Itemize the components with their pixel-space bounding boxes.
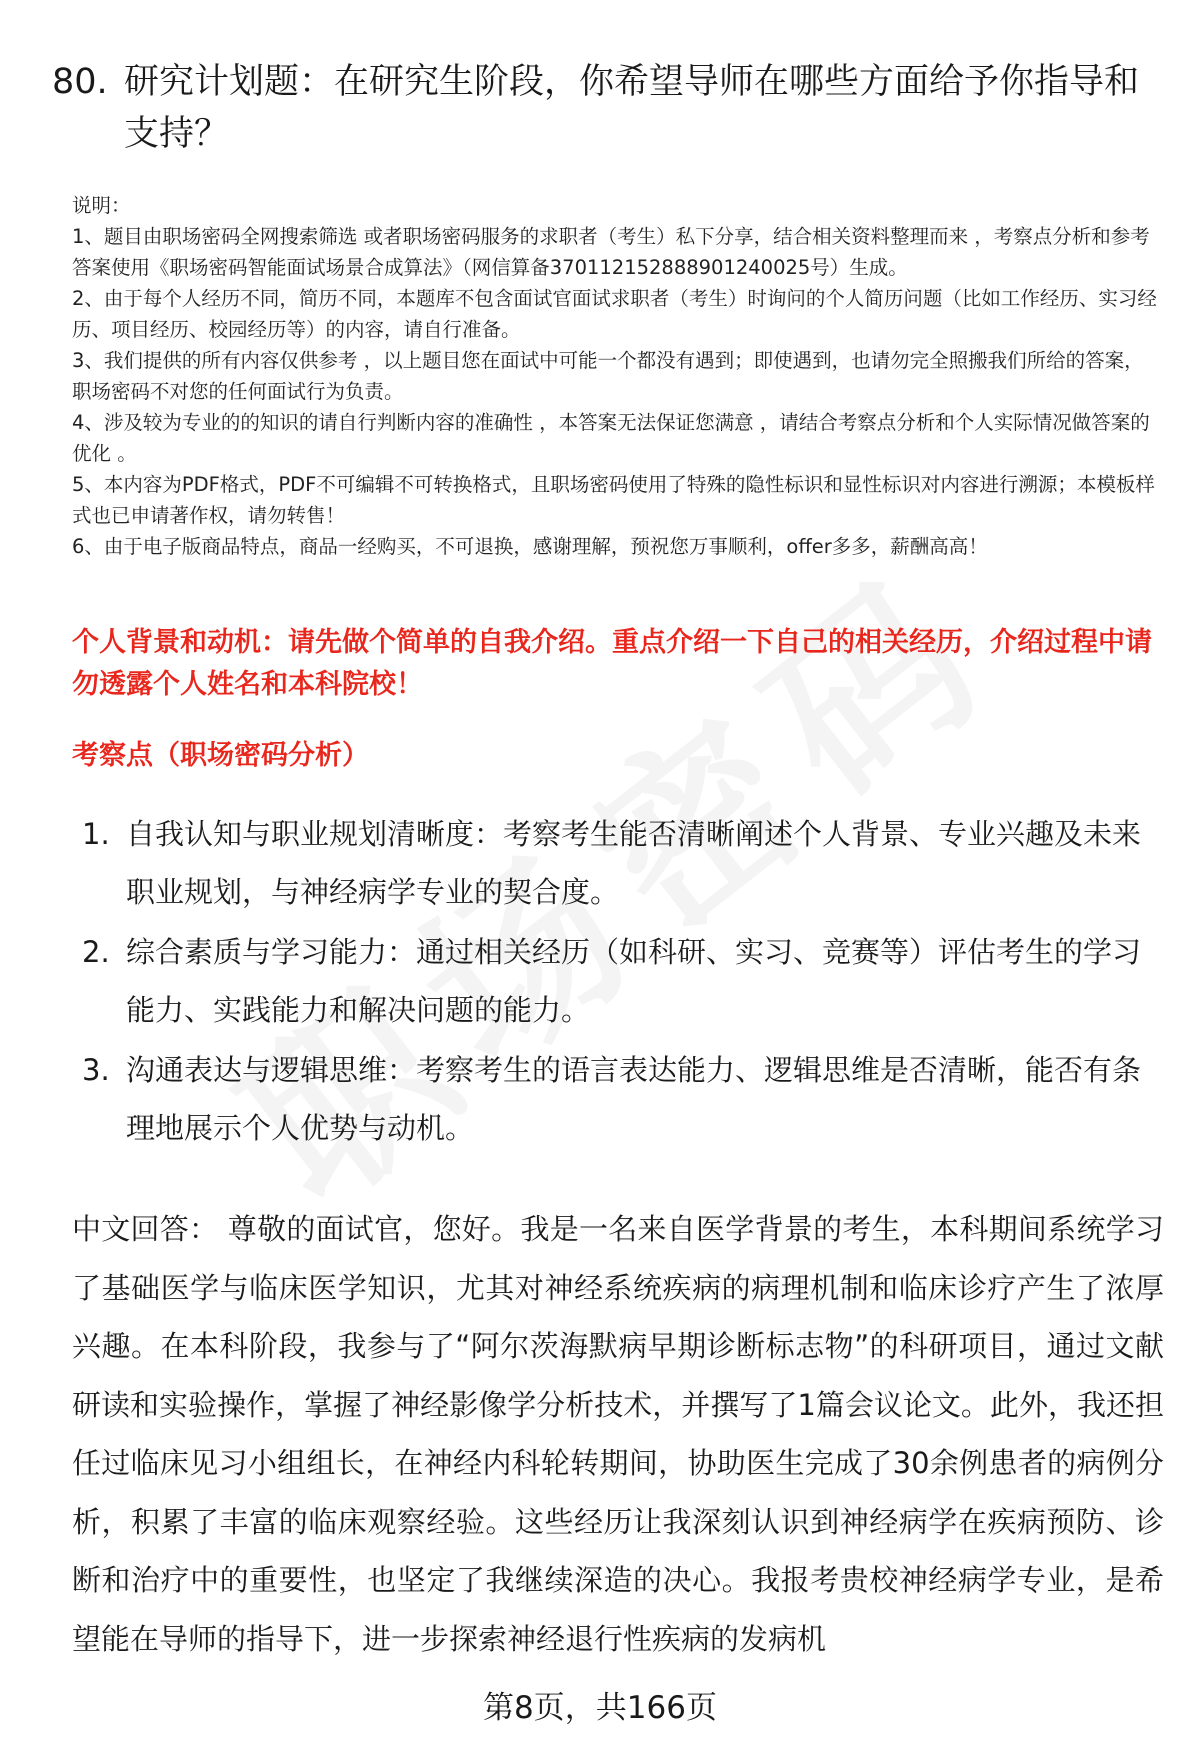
answer-paragraph: [72, 1200, 1164, 1668]
question-text: 研究计划题：在研究生阶段，你希望导师在哪些方面给予你指导和支持？: [124, 62, 1140, 154]
note-item: 1、题目由职场密码全网搜索筛选 或者职场密码服务的求职者（考生）私下分享，结合相关资料整理而来 ，考察点分析和参考答案使用《职场密码智能面试场景合成算法》（网信算备370112152888901240025号）生成。: [72, 225, 1150, 279]
section-heading: 个人背景和动机：请先做个简单的自我介绍。重点介绍一下自己的相关经历，介绍过程中请勿透露个人姓名和本科院校！: [72, 627, 1152, 700]
note-item: 5、本内容为PDF格式，PDF不可编辑不可转换格式，且职场密码使用了特殊的隐性标识和显性标识对内容进行溯源；本模板样式也已申请著作权，请勿转售！: [72, 473, 1155, 527]
note-item: 3、我们提供的所有内容仅供参考 ，以上题目您在面试中可能一个都没有遇到；即使遇到，也请勿完全照搬我们所给的答案，职场密码不对您的任何面试行为负责。: [72, 349, 1144, 403]
note-item: 6、由于电子版商品特点，商品一经购买，不可退换，感谢理解，预祝您万事顺利，offer多多，薪酬高高！: [72, 535, 988, 558]
point-number: 2.: [82, 935, 110, 969]
question-number: 80.: [52, 62, 108, 102]
point-text: 综合素质与学习能力：通过相关经历（如科研、实习、竞赛等）评估考生的学习能力、实践能力和解决问题的能力。: [126, 935, 1142, 1027]
point-text: 自我认知与职业规划清晰度：考察考生能否清晰阐述个人背景、专业兴趣及未来职业规划，与神经病学专业的契合度。: [126, 817, 1142, 909]
question-title: [52, 56, 1162, 160]
notes-block: [72, 190, 1162, 562]
point-text: 沟通表达与逻辑思维：考察考生的语言表达能力、逻辑思维是否清晰，能否有条理地展示个人优势与动机。: [126, 1053, 1142, 1145]
analysis-heading: 考察点（职场密码分析）: [72, 740, 369, 771]
point-number: 1.: [82, 817, 110, 851]
point-number: 3.: [82, 1053, 110, 1087]
list-item: [82, 923, 1162, 1039]
analysis-points: [82, 805, 1162, 1159]
list-item: [82, 1041, 1162, 1157]
notes-heading: 说明：: [72, 194, 131, 217]
list-item: [82, 805, 1162, 921]
page-footer: 第8页，共166页: [483, 1690, 717, 1726]
answer-label: 中文回答：: [72, 1212, 219, 1246]
note-item: 2、由于每个人经历不同，简历不同，本题库不包含面试官面试求职者（考生）时询问的个人简历问题（比如工作经历、实习经历、项目经历、校园经历等）的内容，请自行准备。: [72, 287, 1157, 341]
note-item: 4、涉及较为专业的的知识的请自行判断内容的准确性 ，本答案无法保证您满意 ，请结合考察点分析和个人实际情况做答案的优化 。: [72, 411, 1150, 465]
answer-text: 尊敬的面试官，您好。我是一名来自医学背景的考生，本科期间系统学习了基础医学与临床医学知识，尤其对神经系统疾病的病理机制和临床诊疗产生了浓厚兴趣。在本科阶段，我参与了“阿尔茨海默病早期诊断标志物”的科研项目，通过文献研读和实验操作，掌握了神经影像学分析技术，并撰写了1篇会议论文。此外，我还担任过临床见习小组组长，在神经内科轮转期间，协助医生完成了30余例患者的病例分析，积累了丰富的临床观察经验。这些经历让我深刻认识到神经病学在疾病预防、诊断和治疗中的重要性，也坚定了我继续深造的决心。我报考贵校神经病学专业，是希望能在导师的指导下，进一步探索神经退行性疾病的发病机: [72, 1212, 1164, 1656]
